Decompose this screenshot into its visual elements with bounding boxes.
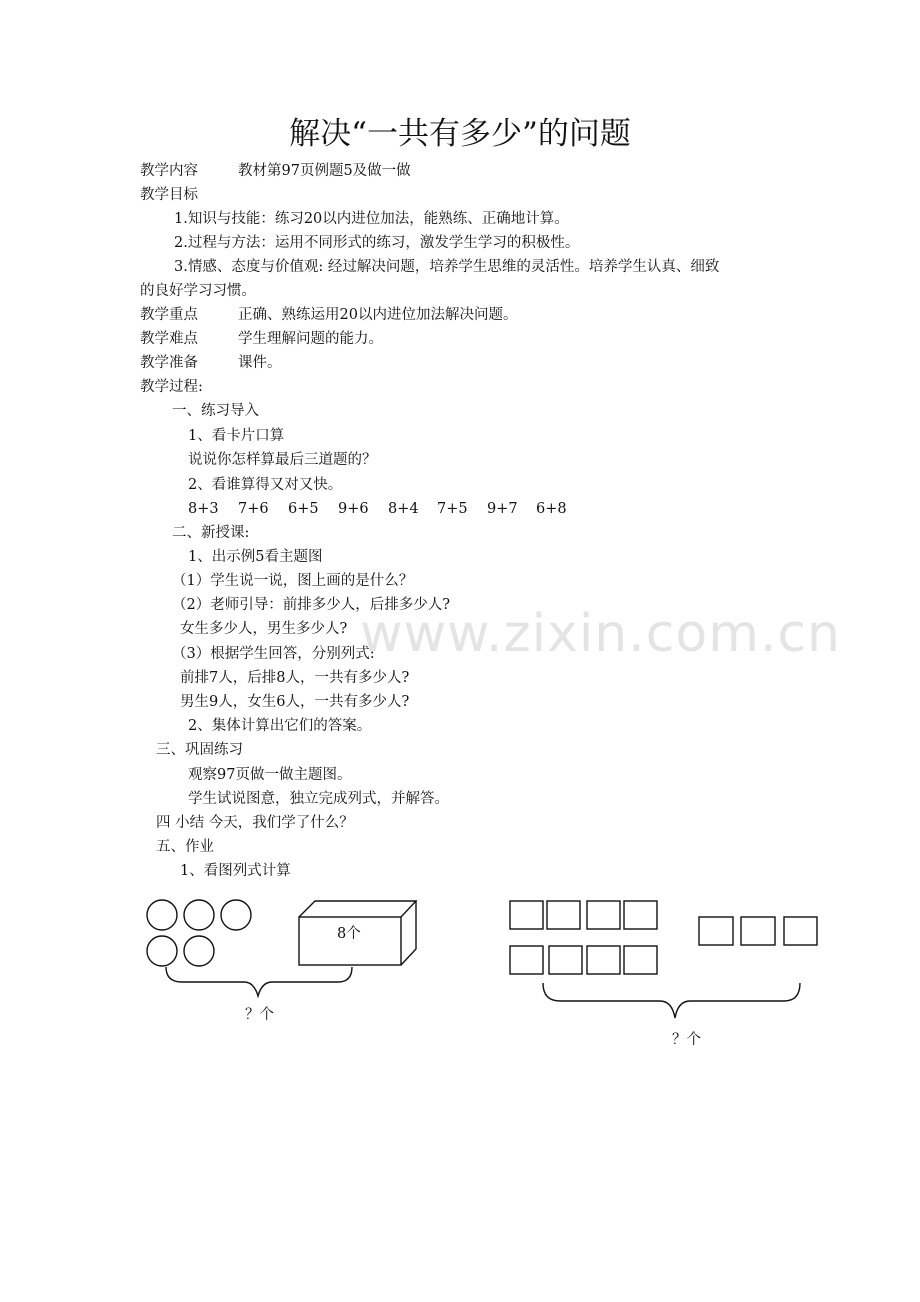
content-value: 教材第97页例题5及做一做 [238, 163, 411, 179]
brace [543, 983, 800, 1018]
section-1-line: 1、看卡片口算 [188, 428, 285, 444]
preparation-label: 教学准备 [140, 355, 198, 371]
square [624, 901, 657, 929]
square [587, 946, 620, 974]
goal-item: 1.知识与技能：练习20以内进位加法，能熟练、正确地计算。 [174, 211, 569, 227]
circle [147, 900, 177, 930]
circle [184, 936, 214, 966]
watermark: www.zixin.com.cn [360, 604, 841, 664]
process-label: 教学过程: [140, 379, 203, 395]
calc-item: 8+3 [188, 501, 219, 517]
calc-item: 6+8 [536, 501, 567, 517]
right-question: ？个 [672, 1032, 701, 1048]
section-2-line: 2、集体计算出它们的答案。 [188, 718, 372, 734]
section-2-line: 1、出示例5看主题图 [188, 549, 323, 565]
square [510, 946, 543, 974]
calc-item: 6+5 [288, 501, 319, 517]
square [741, 917, 775, 945]
page-title: 解决“一共有多少”的问题 [289, 116, 631, 152]
circle [221, 900, 251, 930]
square [587, 901, 620, 929]
section-2-title: 二、新授课: [172, 525, 250, 541]
section-4-summary: 四 小结 今天，我们学了什么？ [156, 815, 354, 831]
preparation-value: 课件。 [238, 355, 282, 371]
calc-item: 7+5 [437, 501, 468, 517]
section-2-line: （3）根据学生回答，分别列式: [172, 646, 375, 662]
box-label: 8个 [337, 926, 361, 942]
section-2-line: 男生9人，女生6人，一共有多少人? [180, 694, 410, 710]
figure-left [147, 900, 416, 996]
brace [166, 967, 352, 996]
goal-item-continued: 的良好学习习惯。 [140, 283, 256, 299]
goals-label: 教学目标 [140, 187, 198, 203]
difficulty-label: 教学难点 [140, 331, 198, 347]
calc-item: 8+4 [388, 501, 419, 517]
section-5-line: 1、看图列式计算 [180, 863, 291, 879]
square [547, 901, 580, 929]
goal-item: 2.过程与方法：运用不同形式的练习，激发学生学习的积极性。 [174, 235, 580, 251]
section-2-line: （1）学生说一说，图上画的是什么？ [172, 573, 414, 589]
section-2-line: （2）老师引导：前排多少人，后排多少人? [172, 597, 450, 613]
key-point-value: 正确、熟练运用20以内进位加法解决问题。 [238, 307, 518, 323]
square [510, 901, 543, 929]
calc-item: 9+6 [338, 501, 369, 517]
square [624, 946, 657, 974]
goal-item: 3.情感、态度与价值观: 经过解决问题，培养学生思维的灵活性。培养学生认真、细致 [174, 259, 720, 275]
section-1-line: 2、看谁算得又对又快。 [188, 477, 343, 493]
circle [147, 936, 177, 966]
calc-item: 9+7 [487, 501, 518, 517]
section-2-line: 女生多少人，男生多少人? [180, 621, 348, 637]
left-question: ？个 [245, 1007, 274, 1023]
section-3-line: 观察97页做一做主题图。 [188, 767, 352, 783]
circle [184, 900, 214, 930]
figure-right [510, 901, 817, 1018]
difficulty-value: 学生理解问题的能力。 [238, 331, 383, 347]
square [784, 917, 817, 945]
section-2-line: 前排7人，后排8人，一共有多少人? [180, 670, 410, 686]
calc-item: 7+6 [238, 501, 269, 517]
content-label: 教学内容 [140, 163, 198, 179]
section-3-title: 三、巩固练习 [156, 742, 243, 758]
square [549, 946, 582, 974]
section-3-line: 学生试说图意，独立完成列式，并解答。 [188, 791, 449, 807]
key-point-label: 教学重点 [140, 307, 198, 323]
section-1-title: 一、练习导入 [172, 403, 259, 419]
section-5-title: 五、作业 [156, 839, 214, 855]
section-1-line: 说说你怎样算最后三道题的？ [188, 452, 377, 468]
square [699, 917, 733, 945]
